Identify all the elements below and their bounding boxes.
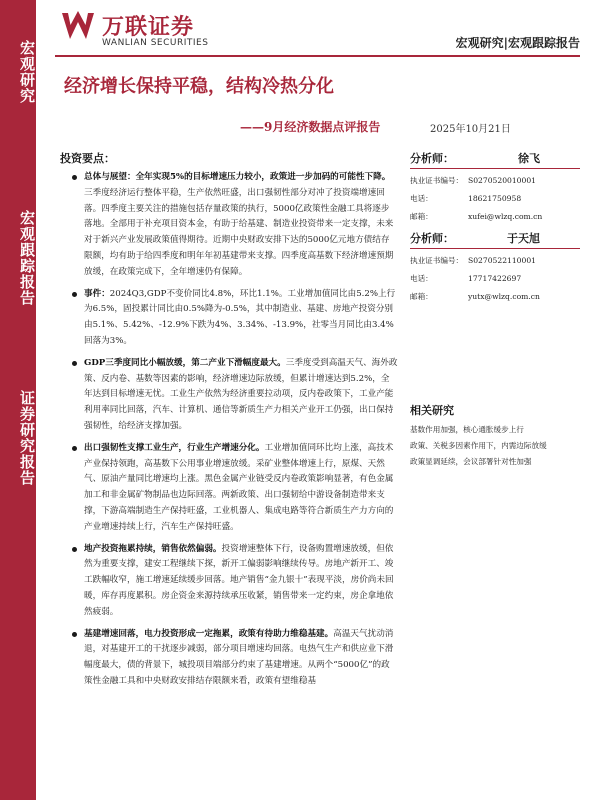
report-subtitle: ——9月经济数据点评报告 [240,120,381,134]
cert-number: S0270520010001 [468,176,537,185]
key-points-heading: 投资要点： [60,152,115,165]
analyst-tel-row [410,270,580,288]
key-point-bold: GDP三季度同比小幅放缓，第二产业下滑幅度最大。 [84,357,286,368]
key-point-item [60,287,398,350]
report-date: 2025年10月21日 [430,124,511,135]
key-point-bold: 地产投资拖累持续，销售依然偏弱。 [84,543,222,554]
key-point-item [60,170,398,281]
analyst-card [410,150,580,226]
sidebar-label-bottom: 证券研究报告 [18,390,36,486]
logo-english-name: WANLIAN SECURITIES [102,38,209,48]
analyst-tel-row [410,190,580,208]
key-point-text: 三季度经济运行整体平稳，生产依然旺盛，出口强韧性部分对冲了投资端增速回落。四季度主要关注的措施包括存量政策的执行，5000亿政策性金融工具将逐步落地。全部用于补充项目资本金，有助于给基建、制造业投资带来一定支撑，未来对于新兴产业发展政策值得期待。近期中央财政安排下达的5000亿元地方债结存限额，均有助于给四季度和明年年初基建带来支撑。四季度高基数下经济增速预期放缓，在政策完成下，全年增速仍有保障。 [84,187,394,277]
tel-label: 电话： [410,274,433,283]
analyst-header [410,150,580,169]
cert-label: 执业证书编号： [410,256,464,265]
main-content [60,150,398,696]
key-point-text: 高温天气扰动消退，对基建开工的干扰逐步减弱，部分项目增速均回落。电热气生产和供应业下滑幅度最大，债的背景下，城投项目端部分约束了基建增速。从两个“5000亿”的政策性金融工具和中央财政安排结存限额来看，政策有望维稳基 [84,628,394,686]
logo-w-icon [60,10,96,42]
related-item[interactable]: 基数作用加强，核心通胀缓步上行 [410,425,524,434]
email-address[interactable]: xufei@wlzq.com.cn [468,212,543,221]
analyst-cert-row [410,172,580,190]
bullet-icon [72,361,77,366]
key-point-item [60,627,398,690]
key-point-text: 工业增加值同环比均上涨，高技术产业保持领跑，高基数下公用事业增速放缓。采矿业整体增速上行，原煤、天然气、原油产量同比增速均上涨。黑色金属产业链受反内卷政策影响显著，有色金属加工和非金属矿物制品也边际回落。两新政策、出口强韧给中游设备制造带来支撑，下游高端制造生产保持旺盛，工业机器人、集成电路等符合新质生产力方向的产业增速持续上行，汽车生产保持旺盛。 [84,442,394,532]
left-sidebar [0,0,36,800]
tel-number: 17717422697 [468,274,522,283]
related-research [410,402,580,470]
key-point-bold: 出口强韧性支撑工业生产，行业生产增速分化。 [84,442,265,453]
email-label: 邮箱： [410,212,433,221]
logo-chinese-name: 万联证券 [102,15,195,40]
cert-number: S0270522110001 [468,256,537,265]
analyst-cert-row [410,252,580,270]
sidebar-label-top: 宏观研究 [18,40,36,104]
header-divider [55,55,580,57]
analyst-sidebar [410,150,580,470]
tel-label: 电话： [410,194,433,203]
bullet-icon [72,632,77,637]
analyst-role: 分析师： [410,152,454,165]
email-label: 邮箱： [410,292,433,301]
bullet-icon [72,446,77,451]
bullet-icon [72,292,77,297]
cert-label: 执业证书编号： [410,176,464,185]
related-item[interactable]: 政策、关税多因素作用下，内需边际放缓 [410,441,547,450]
key-point-item [60,441,398,536]
analyst-card [410,230,580,306]
analyst-name: 于天旭 [507,232,540,245]
key-points-list [60,170,398,690]
analyst-email-row [410,208,580,226]
analyst-role: 分析师： [410,232,454,245]
tel-number: 18621750958 [468,194,522,203]
analyst-name: 徐飞 [518,152,540,165]
key-point-item [60,356,398,435]
key-point-bold: 基建增速回落，电力投资形成一定拖累，政策有待助力维稳基建。 [84,628,334,639]
key-point-text: 2024Q3,GDP不变价同比4.8%，环比1.1%。工业增加值同比由5.2%上行为6.5%，固投累计同比由0.5%降为-0.5%，其中制造业、基建、房地产投资分别由5.1%、5.42%、-12.9%下跌为4%、3.34%、-13.9%，社零当月同比由3.4%回落为3%。 [84,288,396,346]
report-type: 宏观研究|宏观跟踪报告 [455,36,580,50]
email-address[interactable]: yutx@wlzq.com.cn [468,292,540,301]
key-point-bold: 总体与展望：全年实现5%的目标增速压力较小，政策进一步加码的可能性下降。 [84,172,391,182]
key-point-text: 投资增速整体下行，设备购置增速放缓，但依然为重要支撑，建安工程继续下探，新开工偏弱影响继续传导。房地产新开工、竣工跌幅收窄，施工增速延续缓步回落。地产销售“金九银十”表现平淡，房价尚未回暖，库存再度累积。房企资金来源持续承压收紧，销售带来一定约束，房企拿地依然疲弱。 [84,543,394,617]
sidebar-label-mid: 宏观跟踪报告 [18,210,36,306]
analyst-email-row [410,288,580,306]
related-item[interactable]: 政策显调延续，会议部署针对性加强 [410,457,532,466]
key-point-text: 三季度受到高温天气、海外政策、反内卷、基数等因素的影响，经济增速边际放缓，但累计增速达到5.2%，全年达到目标增速无忧。工业生产依然为经济重要拉动项，反内卷政策下，工业产能利用率同比回落，汽车、计算机、通信等新质生产力相关产业开工仍强，出口保持强韧性，给经济支撑加强。 [84,357,398,431]
report-title: 经济增长保持平稳，结构冷热分化 [64,76,334,97]
bullet-icon [72,175,77,180]
bullet-icon [72,547,77,552]
key-point-item [60,542,398,621]
key-point-bold: 事件： [84,288,110,299]
related-heading: 相关研究 [410,404,454,417]
analyst-header [410,230,580,249]
